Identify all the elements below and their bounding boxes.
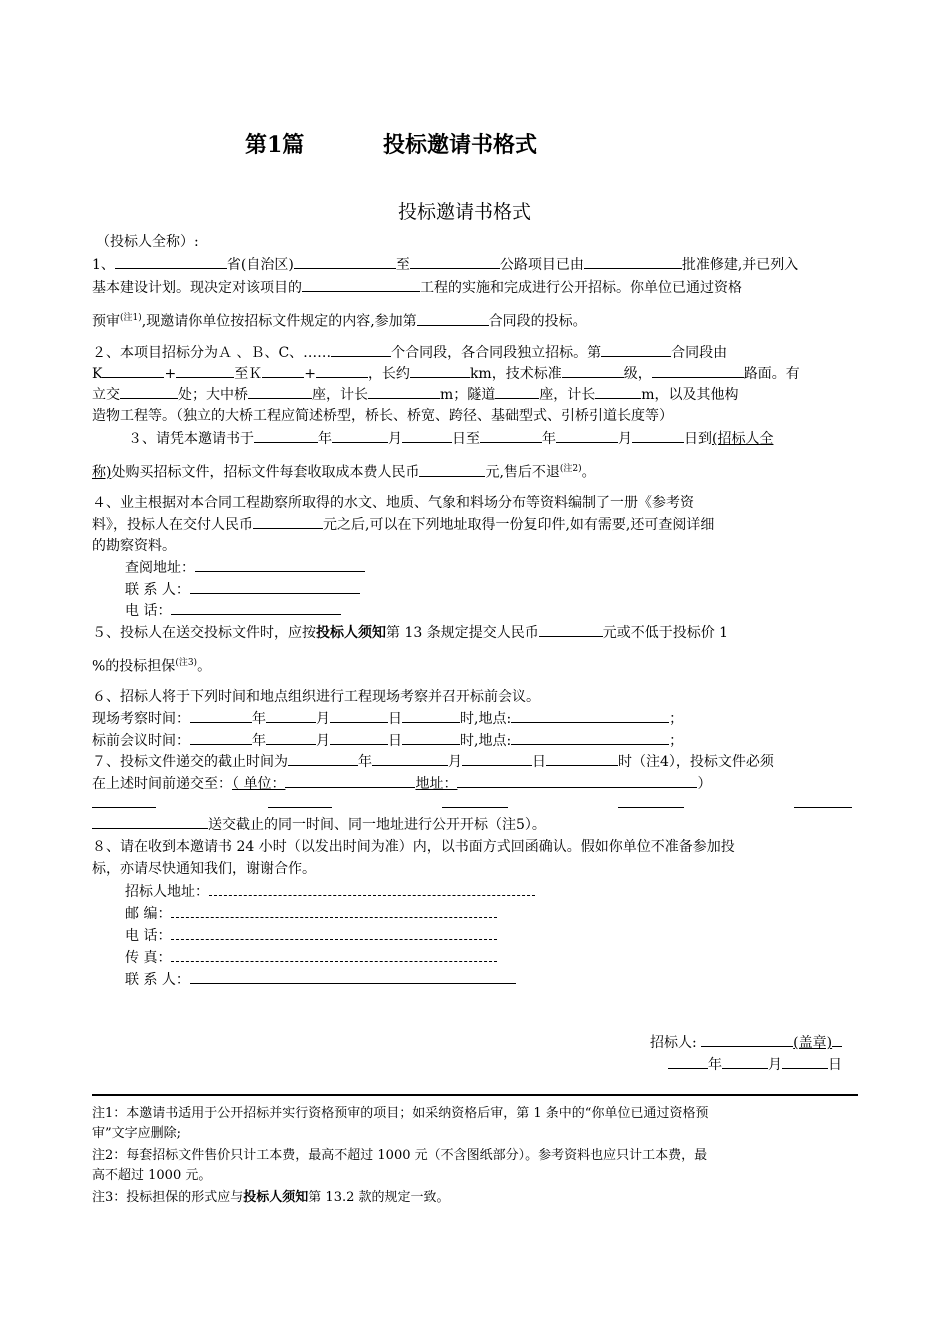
para-3-line-2: 称)处购买招标文件，招标文件每套收取成本费人民币 元,售后不退$^{(注2)}$。 — [92, 461, 596, 482]
submission-line-e — [794, 807, 852, 808]
tenderer-fax-field: 传 真： — [125, 947, 497, 967]
part-title: 投标邀请书格式 — [383, 132, 538, 158]
para-8-line-2: 标，亦请尽快通知我们，谢谢合作。 — [92, 861, 316, 877]
submission-line-d — [618, 807, 684, 808]
note-3: 注3：投标担保的形式应与投标人须知第 13.2 款的规定一致。 — [92, 1190, 450, 1205]
tenderer-contact-field: 联 系 人： — [125, 969, 516, 989]
para-5-line-2: %的投标担保$^{(注3)}$。 — [92, 658, 212, 675]
part-number: 第1篇 — [245, 132, 305, 158]
para-7-line-2: 在上述时间前递交至：（ 单位： 地址： ） — [92, 773, 711, 793]
para-7-line-4: 送交截止的同一时间、同一地址进行公开开标（注5）。 — [92, 814, 546, 834]
inquiry-address-field: 查阅地址： — [125, 557, 365, 577]
signature-date: 年 月 日 — [668, 1054, 842, 1074]
para-1-line-1: 1、 省(自治区) 至 公路项目已由 批准修建,并已列入 — [92, 254, 798, 274]
submission-line-c — [442, 807, 508, 808]
note-2-line-1: 注2：每套招标文件售价只计工本费，最高不超过 1000 元（不含图纸部分）。参考资料也应只计工本费，最 — [92, 1148, 708, 1163]
para-4-line-3: 的勘察资料。 — [92, 538, 176, 554]
para-2-line-1: ２、本项目招标分为Ａ 、Ｂ、C、…… 个合同段，各合同段独立招标。第 合同段由 — [92, 342, 727, 362]
note-1-line-1: 注1：本邀请书适用于公开招标并实行资格预审的项目；如采纳资格后审，第 1 条中的“你单位已通过资格预 — [92, 1106, 709, 1121]
seal-label: (盖章) — [793, 1035, 833, 1051]
salutation: （投标人全称）: — [96, 234, 199, 250]
para-4-line-2: 料》，投标人在交付人民币 元之后,可以在下列地址取得一份复印件,如有需要,还可查阅详细 — [92, 514, 714, 534]
note-ref-2: (注2) — [559, 464, 582, 474]
para-5-line-1: ５、投标人在送交投标文件时，应按投标人须知第 13 条规定提交人民币 元或不低于投标价 1 — [92, 622, 728, 642]
para-1-line-2: 基本建设计划。现决定对该项目的 工程的实施和完成进行公开招标。你单位已通过资格 — [92, 277, 742, 297]
document-title: 投标邀请书格式 — [398, 201, 532, 223]
para-2-line-3: 立交 处；大中桥 座，计长 m；隧道 座，计长 m，以及其他构 — [92, 384, 739, 404]
tenderer-phone-field: 电 话： — [125, 925, 497, 945]
signature-block: 招标人: (盖章) — [650, 1032, 842, 1052]
inquiry-contact-field: 联 系 人： — [125, 579, 360, 599]
para-8-line-1: ８、请在收到本邀请书 24 小时（以发出时间为准）内，以书面方式回函确认。假如你单位不准备参加投 — [92, 839, 735, 855]
para-6-line-1: ６、招标人将于下列时间和地点组织进行工程现场考察并召开标前会议。 — [92, 689, 540, 705]
para-2-line-4: 造物工程等。（独立的大桥工程应简述桥型，桥长、桥宽、跨径、基础型式、引桥引道长度等） — [92, 408, 673, 424]
note-ref-3: (注3) — [175, 658, 198, 668]
para-1-line-3: 预审$^{(注1)}$,现邀请你单位按招标文件规定的内容,参加第 合同段的投标。 — [92, 310, 587, 331]
submission-line-b — [268, 807, 332, 808]
site-visit-time: 现场考察时间： 年 月 日 时,地点: ； — [92, 708, 683, 728]
para-4-line-1: ４、业主根据对本合同工程勘察所取得的水文、地质、气象和料场分布等资料编制了一册《参考资 — [92, 495, 694, 511]
note-1-line-2: 审”文字应删除; — [92, 1126, 182, 1141]
pre-bid-meeting-time: 标前会议时间： 年 月 日 时,地点: ； — [92, 730, 683, 750]
para-3-line-1: ３、请凭本邀请书于 年 月 日至 年 月 日到(招标人全 — [128, 428, 773, 448]
para-2-line-2: K + 至Ｋ + ，长约 km，技术标准 级， 路面。有 — [92, 363, 800, 383]
submission-line-a — [92, 807, 156, 808]
tenderer-postcode-field: 邮 编： — [125, 903, 497, 923]
note-ref-1: (注1) — [120, 313, 142, 323]
note-2-line-2: 高不超过 1000 元。 — [92, 1168, 212, 1183]
inquiry-phone-field: 电 话： — [125, 600, 341, 620]
notes-divider — [92, 1094, 858, 1096]
para-7-line-1: ７、投标文件递交的截止时间为 年 月 日 时（注4），投标文件必须 — [92, 751, 774, 771]
tenderer-address-field: 招标人地址： — [125, 881, 535, 901]
